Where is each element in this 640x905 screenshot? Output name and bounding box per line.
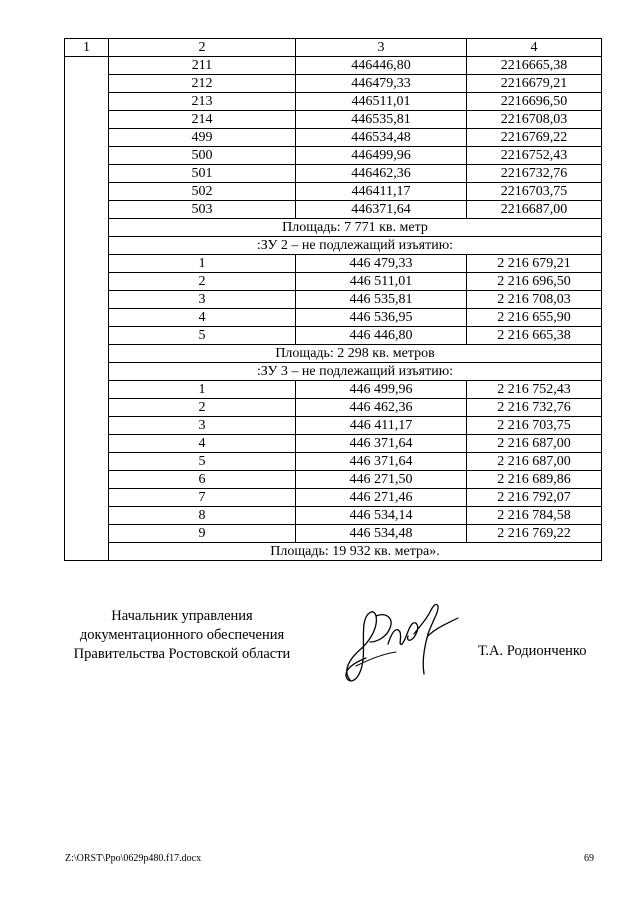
area-row bbox=[65, 345, 602, 363]
signatory-name: Т.А. Родионченко bbox=[478, 643, 587, 659]
table-row bbox=[65, 75, 602, 93]
point-number: 4 bbox=[109, 435, 296, 453]
coord-x: 446 499,96 bbox=[296, 381, 467, 399]
point-number: 6 bbox=[109, 471, 296, 489]
table-row bbox=[65, 291, 602, 309]
point-number: 212 bbox=[109, 75, 296, 93]
signatory-title bbox=[62, 607, 302, 664]
coord-y: 2216703,75 bbox=[467, 183, 602, 201]
coord-y: 2 216 687,00 bbox=[467, 453, 602, 471]
section-heading: :ЗУ 2 – не подлежащий изъятию: bbox=[109, 237, 602, 255]
table-header-row bbox=[65, 39, 602, 57]
section-heading-row bbox=[65, 237, 602, 255]
table-row bbox=[65, 255, 602, 273]
signatory-title-line: Начальник управления bbox=[111, 608, 253, 624]
point-number: 3 bbox=[109, 417, 296, 435]
coord-x: 446411,17 bbox=[296, 183, 467, 201]
area-total: Площадь: 2 298 кв. метров bbox=[109, 345, 602, 363]
table-row bbox=[65, 435, 602, 453]
coord-y: 2 216 708,03 bbox=[467, 291, 602, 309]
table-row bbox=[65, 417, 602, 435]
coord-y: 2 216 769,22 bbox=[467, 525, 602, 543]
table-row bbox=[65, 309, 602, 327]
coord-y: 2 216 679,21 bbox=[467, 255, 602, 273]
point-number: 7 bbox=[109, 489, 296, 507]
coord-x: 446 534,48 bbox=[296, 525, 467, 543]
table-row bbox=[65, 93, 602, 111]
coord-x: 446499,96 bbox=[296, 147, 467, 165]
header-col-3: 3 bbox=[296, 39, 467, 57]
point-number: 5 bbox=[109, 453, 296, 471]
page-number: 69 bbox=[584, 853, 594, 864]
table-row bbox=[65, 147, 602, 165]
area-total: Площадь: 7 771 кв. метр bbox=[109, 219, 602, 237]
coord-x: 446 534,14 bbox=[296, 507, 467, 525]
coord-x: 446 271,50 bbox=[296, 471, 467, 489]
table-row bbox=[65, 111, 602, 129]
coord-y: 2216752,43 bbox=[467, 147, 602, 165]
point-number: 3 bbox=[109, 291, 296, 309]
coord-x: 446 446,80 bbox=[296, 327, 467, 345]
header-col-4: 4 bbox=[467, 39, 602, 57]
section-heading: :ЗУ 3 – не подлежащий изъятию: bbox=[109, 363, 602, 381]
signatory-title-line: Правительства Ростовской области bbox=[73, 646, 291, 662]
point-number: 2 bbox=[109, 273, 296, 291]
coord-y: 2 216 655,90 bbox=[467, 309, 602, 327]
coord-y: 2216708,03 bbox=[467, 111, 602, 129]
coord-y: 2 216 732,76 bbox=[467, 399, 602, 417]
point-number: 211 bbox=[109, 57, 296, 75]
area-row bbox=[65, 543, 602, 561]
coordinates-table bbox=[64, 38, 602, 561]
table-row bbox=[65, 453, 602, 471]
handwritten-signature bbox=[336, 598, 461, 690]
coord-x: 446 535,81 bbox=[296, 291, 467, 309]
point-number: 1 bbox=[109, 255, 296, 273]
coord-y: 2216732,76 bbox=[467, 165, 602, 183]
point-number: 5 bbox=[109, 327, 296, 345]
table-row bbox=[65, 57, 602, 75]
point-number: 503 bbox=[109, 201, 296, 219]
point-number: 214 bbox=[109, 111, 296, 129]
coord-y: 2 216 689,86 bbox=[467, 471, 602, 489]
table-row bbox=[65, 273, 602, 291]
table-row bbox=[65, 165, 602, 183]
coord-x: 446 371,64 bbox=[296, 453, 467, 471]
empty-first-column bbox=[65, 57, 109, 561]
coord-y: 2216679,21 bbox=[467, 75, 602, 93]
area-total: Площадь: 19 932 кв. метра». bbox=[109, 543, 602, 561]
file-path: Z:\ORST\Ppo\0629p480.f17.docx bbox=[65, 853, 202, 864]
table-row bbox=[65, 183, 602, 201]
coord-x: 446 511,01 bbox=[296, 273, 467, 291]
coord-y: 2216687,00 bbox=[467, 201, 602, 219]
coord-y: 2 216 752,43 bbox=[467, 381, 602, 399]
point-number: 501 bbox=[109, 165, 296, 183]
point-number: 213 bbox=[109, 93, 296, 111]
coord-x: 446 411,17 bbox=[296, 417, 467, 435]
point-number: 2 bbox=[109, 399, 296, 417]
coord-y: 2216769,22 bbox=[467, 129, 602, 147]
coord-x: 446371,64 bbox=[296, 201, 467, 219]
coord-x: 446446,80 bbox=[296, 57, 467, 75]
table-row bbox=[65, 327, 602, 345]
coord-x: 446 536,95 bbox=[296, 309, 467, 327]
signatory-title-line: документационного обеспечения bbox=[79, 627, 285, 643]
coord-x: 446 462,36 bbox=[296, 399, 467, 417]
coord-y: 2216696,50 bbox=[467, 93, 602, 111]
coord-x: 446511,01 bbox=[296, 93, 467, 111]
table-row bbox=[65, 399, 602, 417]
point-number: 1 bbox=[109, 381, 296, 399]
coord-y: 2 216 687,00 bbox=[467, 435, 602, 453]
table-row bbox=[65, 525, 602, 543]
point-number: 500 bbox=[109, 147, 296, 165]
table-row bbox=[65, 129, 602, 147]
coord-x: 446 479,33 bbox=[296, 255, 467, 273]
table-row bbox=[65, 489, 602, 507]
area-row bbox=[65, 219, 602, 237]
coord-y: 2 216 703,75 bbox=[467, 417, 602, 435]
coord-y: 2 216 665,38 bbox=[467, 327, 602, 345]
coord-x: 446535,81 bbox=[296, 111, 467, 129]
coord-x: 446534,48 bbox=[296, 129, 467, 147]
header-col-1: 1 bbox=[65, 39, 109, 57]
coord-x: 446 271,46 bbox=[296, 489, 467, 507]
coord-y: 2216665,38 bbox=[467, 57, 602, 75]
point-number: 9 bbox=[109, 525, 296, 543]
coord-y: 2 216 792,07 bbox=[467, 489, 602, 507]
section-heading-row bbox=[65, 363, 602, 381]
coord-y: 2 216 696,50 bbox=[467, 273, 602, 291]
coordinates-table-body bbox=[65, 39, 602, 561]
table-row bbox=[65, 471, 602, 489]
header-col-2: 2 bbox=[109, 39, 296, 57]
point-number: 502 bbox=[109, 183, 296, 201]
table-row bbox=[65, 507, 602, 525]
coord-x: 446462,36 bbox=[296, 165, 467, 183]
coord-x: 446 371,64 bbox=[296, 435, 467, 453]
table-row bbox=[65, 381, 602, 399]
point-number: 8 bbox=[109, 507, 296, 525]
coord-x: 446479,33 bbox=[296, 75, 467, 93]
point-number: 4 bbox=[109, 309, 296, 327]
point-number: 499 bbox=[109, 129, 296, 147]
table-row bbox=[65, 201, 602, 219]
coord-y: 2 216 784,58 bbox=[467, 507, 602, 525]
